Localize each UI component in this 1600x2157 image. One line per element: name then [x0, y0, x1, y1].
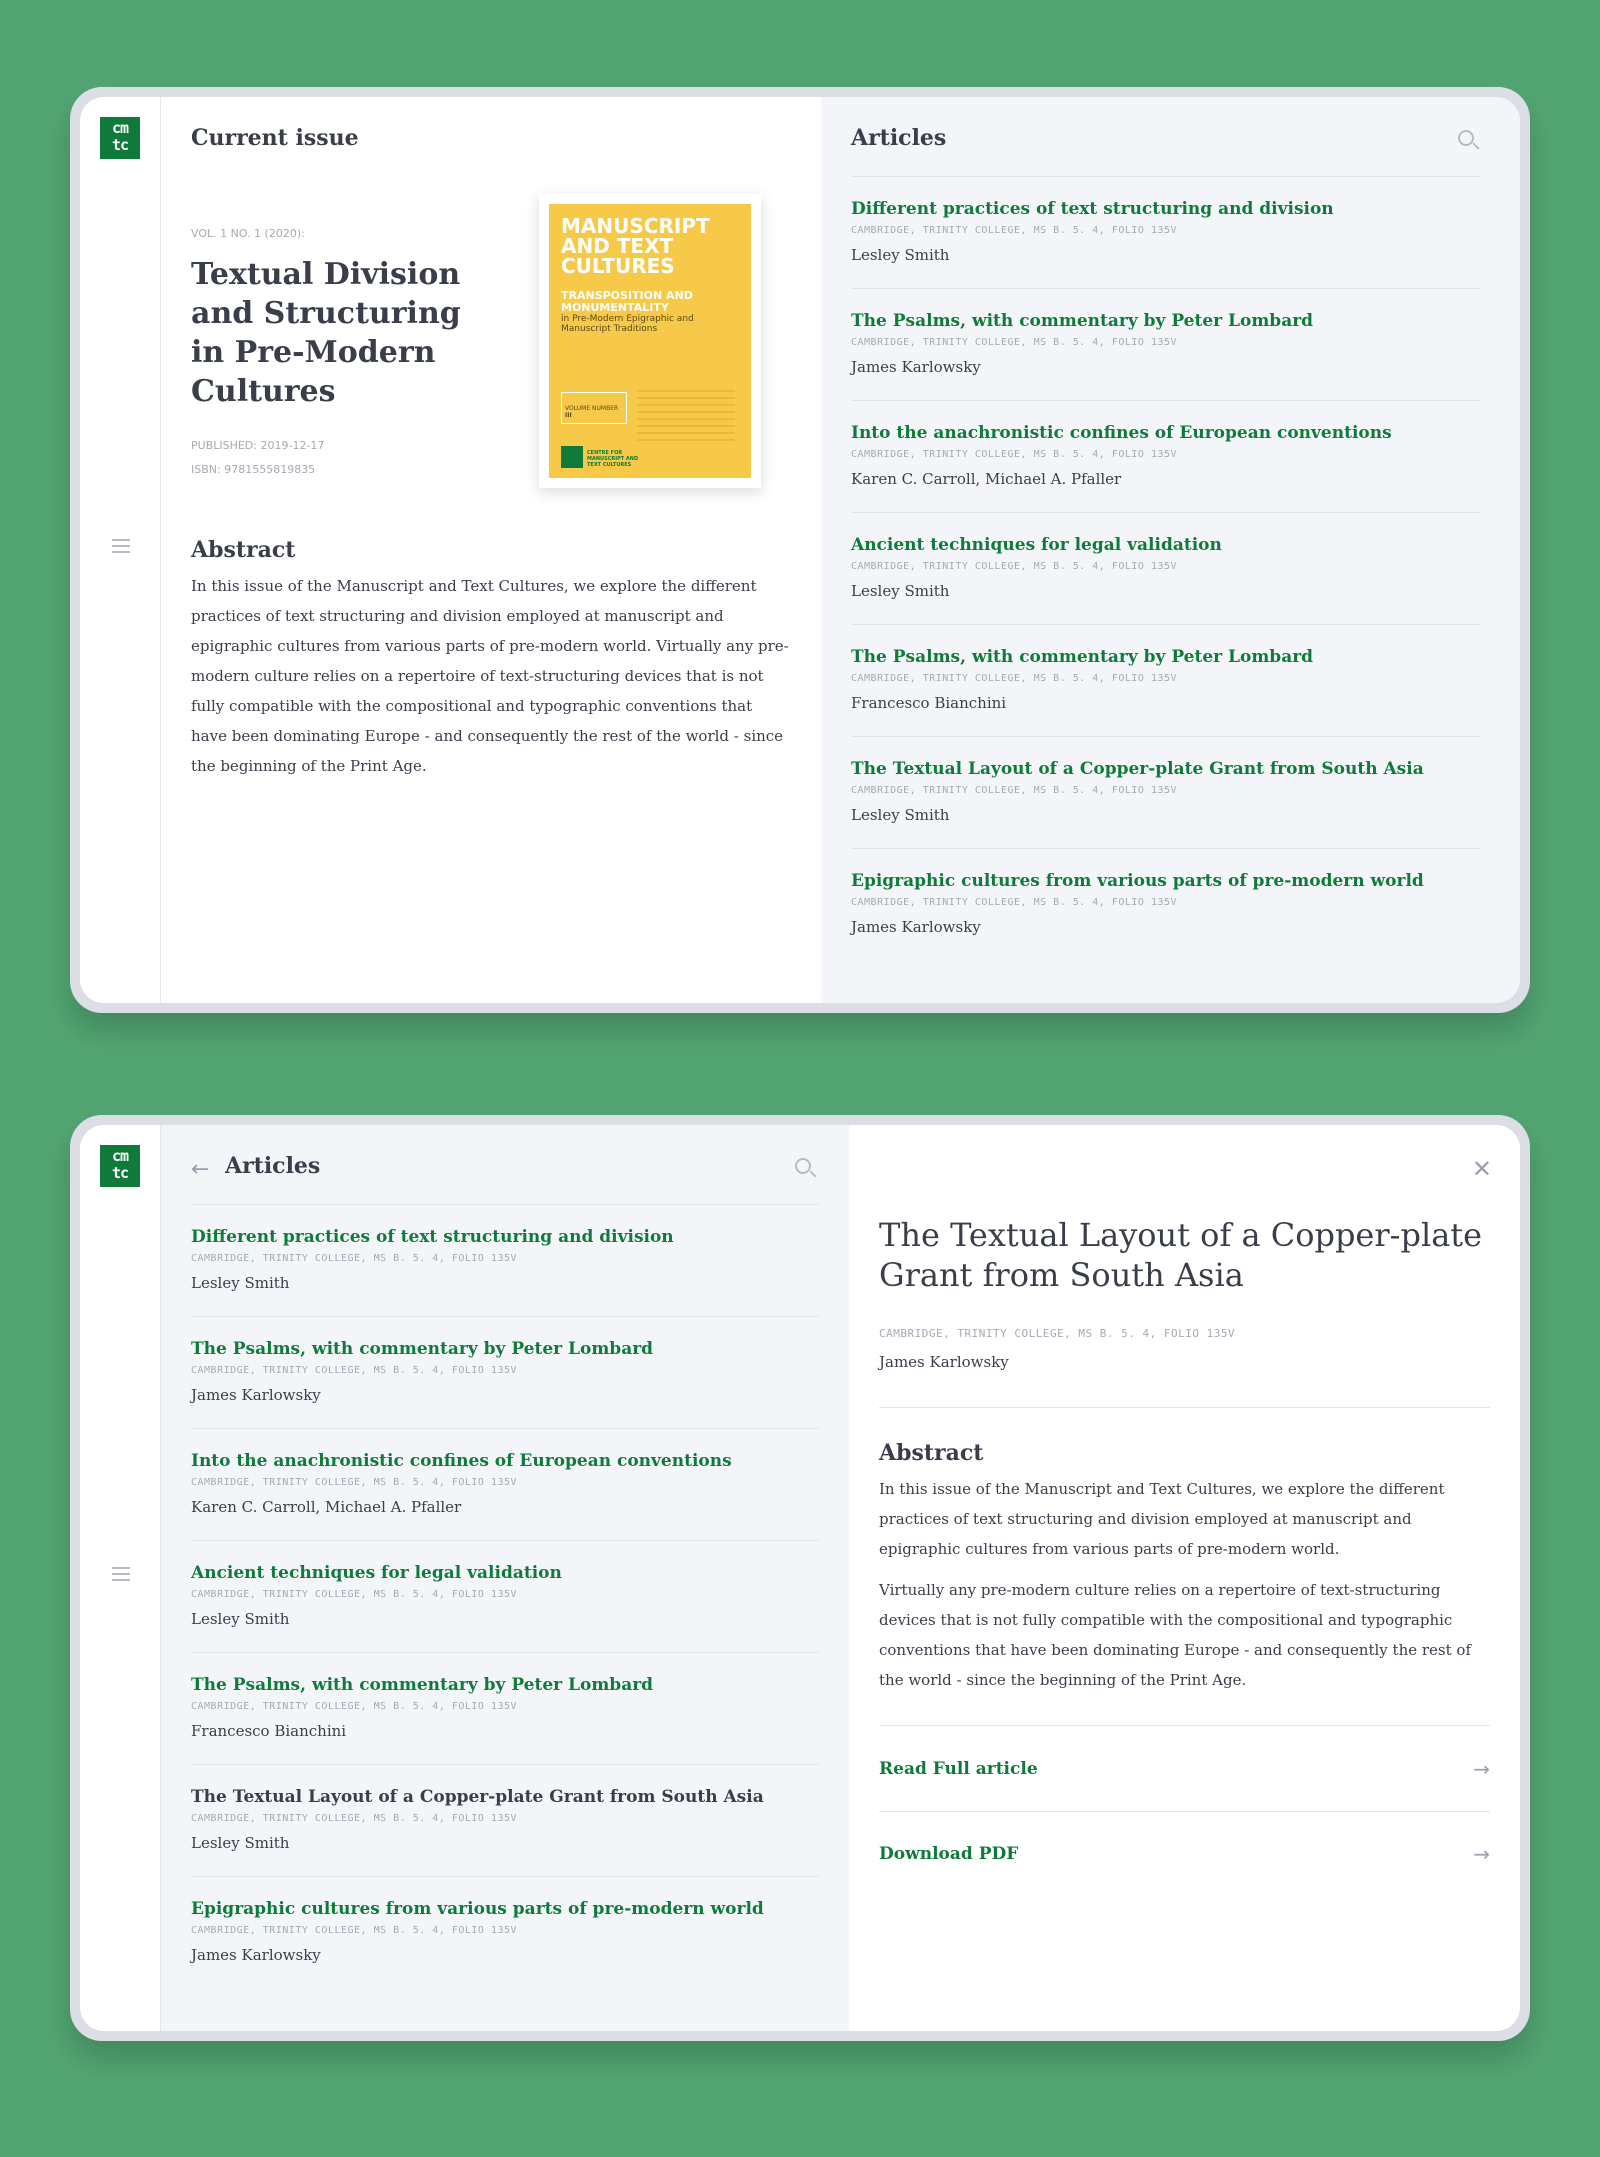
cover-subtitle: TRANSPOSITION AND MONUMENTALITY	[561, 289, 693, 314]
article-location: CAMBRIDGE, TRINITY COLLEGE, MS B. 5. 4, FOLIO 135V	[191, 1701, 518, 1712]
issue-volume: VOL. 1 NO. 1 (2020):	[191, 227, 305, 240]
nav-rail	[80, 1125, 161, 2031]
cover-manuscript-art	[637, 390, 735, 442]
close-icon[interactable]: ✕	[1471, 1155, 1492, 1183]
article-title[interactable]: Epigraphic cultures from various parts of pre-modern world	[191, 1899, 764, 1919]
article-list-item[interactable]	[191, 1317, 819, 1429]
menu-icon[interactable]	[112, 1567, 130, 1581]
article-list-item[interactable]	[851, 177, 1480, 289]
logo[interactable]: cm tc	[100, 117, 140, 159]
article-authors: Lesley Smith	[191, 1610, 290, 1628]
article-location: CAMBRIDGE, TRINITY COLLEGE, MS B. 5. 4, FOLIO 135V	[851, 337, 1178, 348]
article-title[interactable]: Into the anachronistic confines of European conventions	[191, 1451, 732, 1471]
article-title[interactable]: The Textual Layout of a Copper-plate Grant from South Asia	[851, 759, 1424, 779]
panel-title: Current issue	[191, 125, 359, 151]
issue-cover[interactable]	[539, 194, 761, 488]
article-list-item[interactable]	[851, 737, 1480, 849]
article-list-item[interactable]	[191, 1429, 819, 1541]
article-authors: Lesley Smith	[851, 582, 950, 600]
divider	[879, 1725, 1490, 1726]
cover-org: CENTRE FOR MANUSCRIPT AND TEXT CULTURES	[587, 450, 639, 468]
download-pdf-label: Download PDF	[879, 1844, 1019, 1864]
abstract-heading: Abstract	[191, 537, 296, 563]
search-icon[interactable]	[795, 1158, 817, 1180]
article-title[interactable]: Epigraphic cultures from various parts of pre-modern world	[851, 871, 1424, 891]
article-list	[191, 1204, 819, 1989]
article-title[interactable]: Into the anachronistic confines of European conventions	[851, 423, 1392, 443]
article-authors: Lesley Smith	[191, 1274, 290, 1292]
article-title[interactable]: The Psalms, with commentary by Peter Lombard	[851, 311, 1314, 331]
cover-title: MANUSCRIPT AND TEXT CULTURES	[561, 214, 710, 278]
article-location: CAMBRIDGE, TRINITY COLLEGE, MS B. 5. 4, FOLIO 135V	[879, 1327, 1236, 1340]
isbn: ISBN: 9781555819835	[191, 463, 316, 476]
article-title: The Textual Layout of a Copper-plate Grant from South Asia	[879, 1216, 1483, 1294]
article-authors: Francesco Bianchini	[851, 694, 1007, 712]
article-location: CAMBRIDGE, TRINITY COLLEGE, MS B. 5. 4, FOLIO 135V	[191, 1925, 518, 1936]
read-full-article-link[interactable]	[879, 1727, 1490, 1811]
abstract-text: In this issue of the Manuscript and Text Cultures, we explore the different practices of text structuring and division employed at manuscript and epigraphic cultures from various parts of pre-modern world. Virtually any pre-modern culture relies on a repertoire of text-structuring devices that is not fully compatible with the compositional and typographic conventions that have been dominating Europe - and consequently the rest of the world - since the beginning of the Print Age.	[191, 577, 789, 775]
search-icon[interactable]	[1458, 130, 1480, 152]
article-list-item[interactable]	[191, 1765, 819, 1877]
article-list-item[interactable]	[851, 513, 1480, 625]
article-title[interactable]: The Psalms, with commentary by Peter Lombard	[851, 647, 1314, 667]
article-authors: James Karlowsky	[191, 1946, 321, 1964]
screen-article-detail	[80, 1125, 1520, 2031]
menu-icon[interactable]	[112, 539, 130, 553]
article-detail-panel	[849, 1125, 1520, 2031]
article-location: CAMBRIDGE, TRINITY COLLEGE, MS B. 5. 4, FOLIO 135V	[191, 1813, 518, 1824]
article-title[interactable]: Ancient techniques for legal validation	[851, 535, 1222, 555]
article-list-item[interactable]	[191, 1653, 819, 1765]
download-pdf-link[interactable]	[879, 1812, 1490, 1896]
logo[interactable]: cm tc	[100, 1145, 140, 1187]
article-title[interactable]: Ancient techniques for legal validation	[191, 1563, 562, 1583]
article-list-item[interactable]	[851, 401, 1480, 513]
cover-tagline: in Pre-Modern Epigraphic and Manuscript Traditions	[561, 314, 694, 334]
nav-rail	[80, 97, 161, 1003]
article-location: CAMBRIDGE, TRINITY COLLEGE, MS B. 5. 4, FOLIO 135V	[191, 1365, 518, 1376]
article-list-item[interactable]	[191, 1541, 819, 1653]
article-authors: James Karlowsky	[879, 1353, 1009, 1371]
article-location: CAMBRIDGE, TRINITY COLLEGE, MS B. 5. 4, FOLIO 135V	[851, 673, 1178, 684]
article-title[interactable]: Different practices of text structuring and division	[851, 199, 1334, 219]
abstract-paragraph-1: In this issue of the Manuscript and Text Cultures, we explore the different practices of text structuring and division employed at manuscript and epigraphic cultures from various parts of pre-modern world.	[879, 1480, 1445, 1558]
article-location: CAMBRIDGE, TRINITY COLLEGE, MS B. 5. 4, FOLIO 135V	[851, 225, 1178, 236]
articles-title: Articles	[851, 125, 947, 151]
article-title[interactable]: The Textual Layout of a Copper-plate Grant from South Asia	[191, 1787, 764, 1807]
tablet-frame-article-detail	[70, 1115, 1530, 2041]
divider	[879, 1407, 1490, 1408]
cover-volume-box: VOLUME NUMBER III	[561, 392, 627, 424]
article-list-item[interactable]	[851, 625, 1480, 737]
article-authors: James Karlowsky	[851, 918, 981, 936]
article-title[interactable]: The Psalms, with commentary by Peter Lombard	[191, 1675, 654, 1695]
article-authors: Karen C. Carroll, Michael A. Pfaller	[191, 1498, 462, 1516]
published-date: PUBLISHED: 2019-12-17	[191, 439, 325, 452]
article-authors: Lesley Smith	[851, 246, 950, 264]
article-location: CAMBRIDGE, TRINITY COLLEGE, MS B. 5. 4, FOLIO 135V	[191, 1589, 518, 1600]
cover-logo-icon	[561, 446, 583, 468]
article-authors: James Karlowsky	[191, 1386, 321, 1404]
article-location: CAMBRIDGE, TRINITY COLLEGE, MS B. 5. 4, FOLIO 135V	[851, 785, 1178, 796]
back-arrow-icon[interactable]: ←	[191, 1157, 210, 1182]
article-location: CAMBRIDGE, TRINITY COLLEGE, MS B. 5. 4, FOLIO 135V	[851, 449, 1178, 460]
article-authors: Francesco Bianchini	[191, 1722, 347, 1740]
article-list	[851, 176, 1480, 961]
article-location: CAMBRIDGE, TRINITY COLLEGE, MS B. 5. 4, FOLIO 135V	[851, 897, 1178, 908]
article-title[interactable]: Different practices of text structuring and division	[191, 1227, 674, 1247]
article-authors: Karen C. Carroll, Michael A. Pfaller	[851, 470, 1122, 488]
abstract-paragraph-2: Virtually any pre-modern culture relies on a repertoire of text-structuring devices that is not fully compatible with the compositional and typographic conventions that have been dominating Europe - and consequently the rest of the world - since the beginning of the Print Age.	[879, 1581, 1471, 1689]
abstract-heading: Abstract	[879, 1440, 984, 1466]
article-title[interactable]: The Psalms, with commentary by Peter Lombard	[191, 1339, 654, 1359]
article-location: CAMBRIDGE, TRINITY COLLEGE, MS B. 5. 4, FOLIO 135V	[191, 1477, 518, 1488]
arrow-right-icon: →	[1473, 1757, 1490, 1781]
issue-meta	[191, 434, 324, 482]
articles-panel	[161, 1125, 849, 2031]
article-location: CAMBRIDGE, TRINITY COLLEGE, MS B. 5. 4, FOLIO 135V	[191, 1253, 518, 1264]
articles-panel	[821, 97, 1520, 1003]
articles-title: Articles	[225, 1153, 321, 1179]
read-full-article-label: Read Full article	[879, 1759, 1038, 1779]
tablet-frame-current-issue	[70, 87, 1530, 1013]
article-location: CAMBRIDGE, TRINITY COLLEGE, MS B. 5. 4, FOLIO 135V	[851, 561, 1178, 572]
article-list-item[interactable]	[851, 849, 1480, 961]
article-list-item[interactable]	[851, 289, 1480, 401]
article-list-item[interactable]	[191, 1205, 819, 1317]
current-issue-panel	[161, 97, 821, 1003]
article-authors: James Karlowsky	[851, 358, 981, 376]
issue-title: Textual Division and Structuring in Pre-Modern Cultures	[191, 257, 461, 409]
article-list-item[interactable]	[191, 1877, 819, 1989]
screen-current-issue	[80, 97, 1520, 1003]
article-authors: Lesley Smith	[851, 806, 950, 824]
article-authors: Lesley Smith	[191, 1834, 290, 1852]
arrow-right-icon: →	[1473, 1842, 1490, 1866]
